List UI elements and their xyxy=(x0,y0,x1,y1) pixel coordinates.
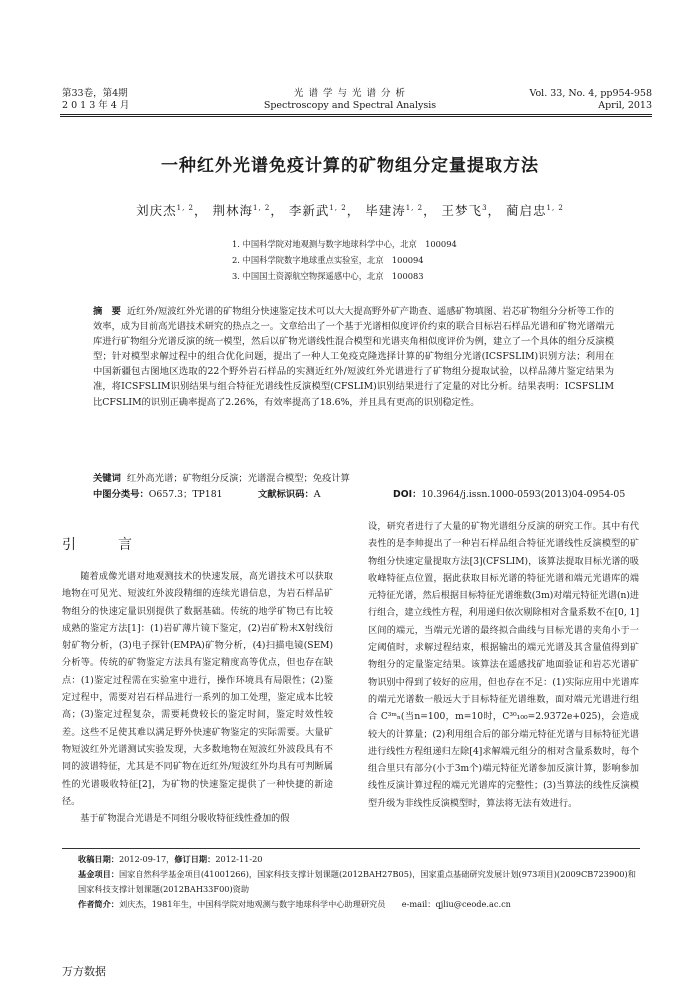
author: 李新武$^{1, 2}$ xyxy=(288,203,347,218)
header-month: April, 2013 xyxy=(598,100,652,111)
section-heading-intro: 引 言 xyxy=(62,537,146,553)
abstract-label: 摘 要 xyxy=(93,306,121,317)
doi-value: 10.3964/j.issn.1000-0593(2013)04-0954-05 xyxy=(421,489,626,500)
keywords xyxy=(93,471,350,486)
abstract xyxy=(93,304,614,410)
header-volume: 第33卷，第4期 xyxy=(62,88,128,99)
author: 蔺启忠$^{1, 2}$ xyxy=(506,203,564,218)
paragraph: 设，研究者进行了大量的矿物光谱组分反演的研究工作。其中有代表性的是李帅提出了一种岩石样品组合特征光谱线性反演模型的矿物组分快速定量提取方法[3](CFSLIM)，该算法提取目标光谱的吸收峰特征点位置，据此获取目标光谱的特征光谱和端元光谱库的端元特征光谱，然后根据目标特征光谱维数(3m)对端元特征光谱(n)进行组合，建立线性方程，利用递归依次剔除相对含量系数不在[0, 1]区间的端元，当端元光谱的最终拟合曲线与目标光谱的夹角小于一定阈值时，求解过程结束，根据输出的端元光谱及其含量值得到矿物组分的定量鉴定结果。该算法在遥感找矿地面验证和岩芯光谱矿物识别中得到了较好的应用，但也存在不足：(1)实际应用中光谱库的端元光谱数一般远大于目标特征光谱维数，面对端元光谱进行组合 C³ᵐₙ(当n=100，m=10时，C³⁰₁₀₀=2.9372e+025)，会造成较大的计算量；(2)利用组合后的部分端元特征光谱与目标特征光谱进行线性方程组递归左除[4]求解端元组分的相对含量系数时，每个组合里只有部分(小于3m个)端元特征光谱参加反演计算，影响参加线性反演计算过程的端元光谱库的完整性；(3)当算法的线性反演模型升级为非线性反演模型时，算法将无法有效进行。 xyxy=(368,522,639,809)
keywords-text: 红外高光谱；矿物组分反演；光谱混合模型；免疫计算 xyxy=(126,473,350,484)
abstract-text: 近红外/短波红外光谱的矿物组分快速鉴定技术可以大大提高野外矿产勘查、遥感矿物填图、岩芯矿物组分分析等工作的效率，成为目前高光谱技术研究的热点之一。文章给出了一个基于光谱相似度评价约束的联合目标岩石样品光谱和矿物光谱端元库进行矿物组分光谱反演的统一模型，然后以矿物光谱线性混合模型和光谱夹角相似度评价为例，建立了一个具体的组分反演模型；针对模型求解过程中的组合优化问题，提出了一种人工免疫克隆选择计算的矿物组分光谱(ICSFSLIM)识别方法；利用在中国新疆包古图地区选取的22个野外岩石样品的实测近红外/短波红外光谱进行了矿物组分提取试验，以样品薄片鉴定结果为准，将ICSFSLIM识别结果与组合特征光谱线性反演模型(CFSLIM)识别结果进行了定量的对比分析。结果表明：ICSFSLIM比CFSLIM的识别正确率提高了2.26%，有效率提高了18.6%，并且具有更高的识别稳定性。 xyxy=(93,306,614,408)
footnote-rule xyxy=(62,848,640,849)
doc-code-label: 文献标识码： xyxy=(258,489,314,500)
clc-value: O657.3；TP181 xyxy=(148,489,223,500)
author: 荆林海$^{1, 2}$ xyxy=(212,203,271,218)
author: 王梦飞$^3$ xyxy=(441,203,488,218)
footnote-funding: 基金项目：国家自然科学基金项目(41001266)，国家科技支撑计划课题(2012BAH27B05)，国家重点基础研究发展计划(973项目)(2009CB723900)和国家科技支撑计划课题(2012BAH33F00)资助 xyxy=(78,869,636,894)
header-rule-bottom xyxy=(60,116,652,117)
paragraph: 基于矿物混合光谱是不同组分吸收特征线性叠加的假 xyxy=(80,814,290,825)
header-rule-top xyxy=(60,114,652,115)
author-list: 刘庆杰$^{1, 2}$， 荆林海$^{1, 2}$， 李新武$^{1, 2}$， 毕建涛$^{1, 2}$， 王梦飞$^3$， 蔺启忠$^{1, 2}$ xyxy=(136,203,564,218)
affiliation: 1. 中国科学院对地观测与数字地球科学中心，北京 100094 xyxy=(232,239,457,249)
header-date: 2 0 1 3 年 4 月 xyxy=(62,100,130,111)
author: 毕建涛$^{1, 2}$ xyxy=(365,203,424,218)
header-vol-pages: Vol. 33, No. 4, pp954-958 xyxy=(529,88,652,99)
source-watermark: 万方数据 xyxy=(62,965,106,978)
classification-line xyxy=(93,487,625,502)
doi-label: DOI： xyxy=(393,489,422,500)
affiliation: 3. 中国国土资源航空物探遥感中心，北京 100083 xyxy=(232,271,424,281)
journal-title-en: Spectroscopy and Spectral Analysis xyxy=(263,100,437,111)
paper-title: 一种红外光谱免疫计算的矿物组分定量提取方法 xyxy=(161,156,539,176)
affiliation: 2. 中国科学院数字地球重点实验室，北京 100094 xyxy=(232,255,424,265)
doc-code-value: A xyxy=(313,489,321,500)
footnote-author-bio: 作者简介：刘庆杰，1981年生，中国科学院对地观测与数字地球科学中心助理研究员 e-mail：qjliu@ceode.ac.cn xyxy=(78,899,511,909)
keywords-label: 关键词 xyxy=(93,473,121,484)
paragraph: 随着成像光谱对地观测技术的快速发展，高光谱技术可以获取地物在可见光、短波红外波段精细的连续光谱信息，为岩石样品矿物组分的快速定量识别提供了数据基础。传统的地学矿物已有比较成熟的鉴定方法[1]：(1)岩矿薄片镜下鉴定，(2)岩矿粉末X射线衍射矿物分析，(3)电子探针(EMPA)矿物分析，(4)扫描电镜(SEM)分析等。传统的矿物鉴定方法具有鉴定精度高等优点，但也存在缺点：(1)鉴定过程需在实验室中进行，操作环境具有局限性；(2)鉴定过程中，需要对岩石样品进行一系列的加工处理，鉴定成本比较高；(3)鉴定过程复杂，需要耗费较长的鉴定时间，鉴定时效性较差。这些不足使其难以满足野外快速矿物鉴定的实际需要。大量矿物短波红外光谱测试实验发现，大多数地物在短波红外波段具有不同的波谱特征，尤其是不同矿物在近红外/短波红外均具有可判断属性的光谱吸收特征[2]，为矿物的快速鉴定提供了一种快捷的新途径。 xyxy=(62,572,333,807)
author: 刘庆杰$^{1, 2}$ xyxy=(136,203,194,218)
footnote-dates: 收稿日期：2012-09-17，修订日期：2012-11-20 xyxy=(78,854,263,864)
journal-title-cn: 光 谱 学 与 光 谱 分 析 xyxy=(293,88,407,99)
body-column-right xyxy=(368,519,639,813)
clc-label: 中图分类号： xyxy=(93,489,149,500)
body-column-left xyxy=(62,569,333,828)
